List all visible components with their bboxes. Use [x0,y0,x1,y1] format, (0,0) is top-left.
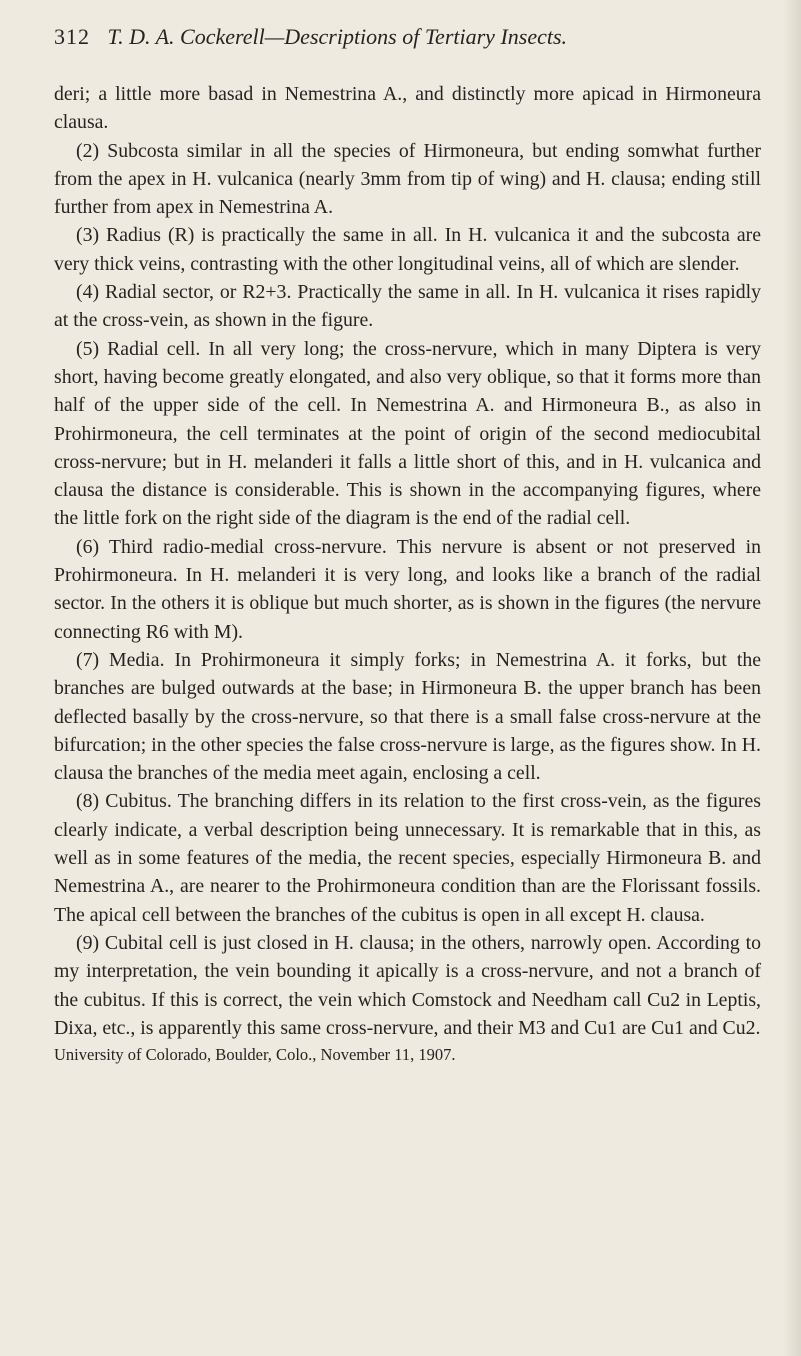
paragraph-radial-cell: (5) Radial cell. In all very long; the cross-nervure, which in many Diptera is very short, having become greatly elongated, and also very oblique, so that it forms more than half of the upper side of the cell. In Nemestrina A. and Hirmoneura B., as also in Prohirmoneura, the cell terminates at the point of origin of the second mediocubital cross-nervure; but in H. melanderi it falls a little short of this, and in H. vulcanica and clausa the distance is considerable. This is shown in the accompanying figures, where the little fork on the right side of the diagram is the end of the radial cell. [54,337,761,530]
paragraph-continuation: deri; a little more basad in Nemestrina A., and distinctly more apicad in Hirmoneura clausa. [54,83,761,134]
paragraph-media: (7) Media. In Prohirmoneura it simply forks; in Nemestrina A. it forks, but the branches are bulged outwards at the base; in Hirmoneura B. the upper branch has been deflected basally by the cross-nervure, so that there is a small false cross-nervure at the bifurcation; in the other species the false cross-nervure is large, as the figures show. In H. clausa the branches of the media meet again, enclosing a cell. [54,648,761,785]
running-head [54,22,761,52]
paragraph-cubitus: (8) Cubitus. The branching differs in its relation to the first cross-vein, as the figures clearly indicate, a verbal description being unnecessary. It is remarkable that in this, as well as in some features of the media, the recent species, especially Hirmoneura B. and Nemestrina A., are nearer to the Prohirmoneura condition than are the Florissant fossils. The apical cell between the branches of the cubitus is open in all except H. clausa. [54,790,761,926]
page-edge-shadow [783,0,801,1356]
page-number: 312 [54,24,90,49]
paragraph-third-radio-medial: (6) Third radio-medial cross-nervure. This nervure is absent or not preserved in Prohirmoneura. In H. melanderi it is very long, and looks like a branch of the radial sector. In the others it is oblique but much shorter, as is shown in the figures (the nervure connecting R6 with M). [54,535,761,643]
body-text [54,80,761,1068]
author-signature: University of Colorado, Boulder, Colo., November 11, 1907. [54,1045,456,1065]
paragraph-radial-sector: (4) Radial sector, or R2+3. Practically the same in all. In H. vulcanica it rises rapidly at the cross-vein, as shown in the figure. [54,281,761,332]
paragraph-cubital-cell: (9) Cubital cell is just closed in H. clausa; in the others, narrowly open. According to my interpretation, the vein bounding it apically is a cross-nervure, and not a branch of the cubitus. If this is correct, the vein which Comstock and Needham call Cu2 in Leptis, Dixa, etc., is apparently this same cross-nervure, and their M3 and Cu1 are Cu1 and Cu2. [54,931,761,1039]
running-title: T. D. A. Cockerell—Descriptions of Tertiary Insects. [107,24,568,49]
paragraph-radius: (3) Radius (R) is practically the same in all. In H. vulcanica it and the subcosta are very thick veins, contrasting with the other longitudinal veins, all of which are slender. [54,224,761,275]
paragraph-subcosta: (2) Subcosta similar in all the species of Hirmoneura, but ending somwhat further from the apex in H. vulcanica (nearly 3mm from tip of wing) and H. clausa; ending still further from apex in Nemestrina A. [54,139,761,219]
